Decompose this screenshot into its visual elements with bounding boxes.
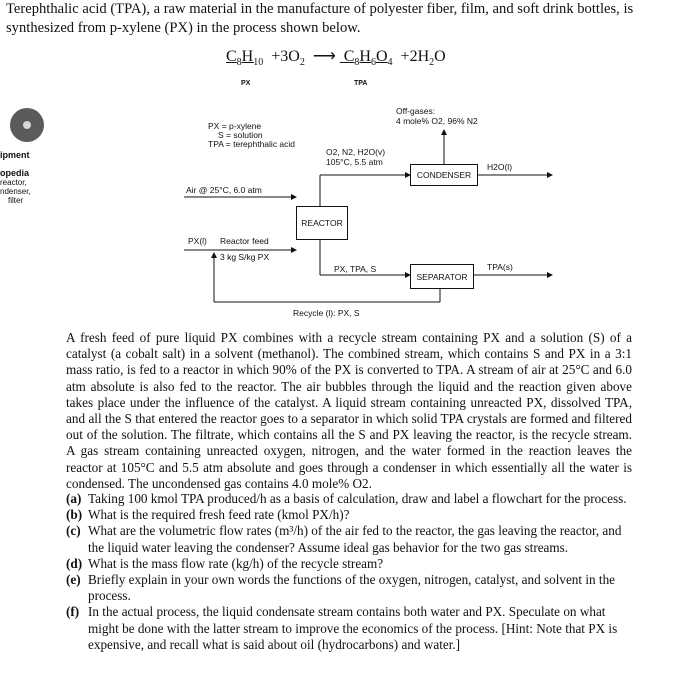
question-f-label: (f): [66, 604, 80, 620]
condenser-label: CONDENSER: [416, 170, 472, 180]
question-c-label: (c): [66, 523, 81, 539]
reactor-label: REACTOR: [301, 218, 343, 228]
question-d-text: What is the mass flow rate (kg/h) of the recycle stream?: [88, 555, 384, 571]
px-feed-label: PX(l): [188, 236, 207, 246]
separator-label: SEPARATOR: [416, 271, 468, 282]
reactor-box: [296, 206, 348, 240]
question-a-text: Taking 100 kmol TPA produced/h as a basis of calculation, draw and label a flowchart for the process.: [88, 491, 627, 506]
question-a-label: (a): [66, 491, 82, 506]
condenser-box: [410, 164, 478, 186]
recycle-label: Recycle (l): PX, S: [293, 308, 360, 318]
question-b-text: What is the required fresh feed rate (kmol PX/h)?: [88, 507, 350, 523]
product-formula: $C_8H_6O_4$: [339, 48, 393, 69]
reactant-formula: $C_8H_{10}$: [226, 48, 264, 69]
flowchart-legend: [208, 122, 295, 149]
feed-ratio-label: 3 kg S/kg PX: [220, 252, 270, 262]
liquid-stream-label: PX, TPA, S: [334, 264, 377, 274]
question-c-text: What are the volumetric flow rates (m³/h) of the air fed to the reactor, the gas leaving the reactor, and the liquid water leaving the condenser? Assume ideal gas behavior for the two gas streams.: [88, 523, 622, 555]
reactor-feed-label: Reactor feed: [220, 236, 269, 246]
question-e-label: (e): [66, 572, 81, 588]
problem-paragraph: A fresh feed of pure liquid PX combines with a recycle stream containing PX and a solution (S) of a catalyst (a cobalt salt) in a solvent (methanol). The combined stream, which contains S and PX in a 3:1 mass ratio, is fed to a reactor in which 90% of the PX is converted to TPA. A stream of air at 25°C and 6.0 atm absolute is also fed to the reactor. The air bubbles through the liquid and the reaction given above takes place under the influence of the catalyst. A liquid stream containing unreacted PX, dissolved TPA, and all the S that entered the reactor goes to a separator in which solid TPA crystals are formed and filtered out of the solution. The filtrate, which contains all the S and PX leaving the reactor, is the recycle stream. A gas stream containing unreacted oxygen, nitrogen, and the water formed in the reaction leaves the reactor at 105°C and 5.5 atm absolute and goes through a condenser in which essentially all the water is condensed. The uncondensed gas contains 4.0 mole% O2.: [66, 330, 632, 491]
water-term: $+2H_2O$: [396, 48, 446, 69]
offgases-title: Off-gases:: [396, 106, 436, 116]
reactor-gas-composition: O2, N2, H2O(v): [326, 147, 386, 157]
question-a: [66, 491, 638, 507]
sidebar-line-2: opedia: [0, 168, 30, 178]
question-c: [66, 523, 638, 555]
question-e-text: Briefly explain in your own words the functions of the oxygen, nitrogen, catalyst, and solvent in the process.: [88, 572, 616, 604]
question-b-label: (b): [66, 507, 83, 523]
sidebar-line-4: ndenser,: [0, 187, 31, 196]
legend-px: PX = p-xylene: [208, 121, 262, 131]
tpa-out-label: TPA(s): [487, 262, 513, 272]
oxygen-term: $+3O_2$: [267, 48, 305, 69]
reactant-label: PX: [241, 80, 251, 87]
legend-s: S = solution: [218, 130, 263, 140]
air-feed-label: Air @ 25°C, 6.0 atm: [186, 185, 262, 195]
reactor-gas-conditions: 105°C, 5.5 atm: [326, 157, 383, 167]
legend-tpa: TPA = terephthalic acid: [208, 139, 296, 149]
product-label: TPA: [354, 80, 368, 87]
question-d: [66, 556, 638, 572]
question-list: [66, 491, 638, 653]
question-e: [66, 572, 638, 604]
question-b: [66, 507, 638, 523]
sidebar-line-1: ipment: [0, 150, 30, 160]
separator-box: [410, 264, 474, 289]
question-d-label: (d): [66, 555, 83, 571]
reaction-arrow: ⟶: [312, 48, 336, 65]
question-f: [66, 604, 638, 653]
offgases-composition: 4 mole% O2, 96% N2: [396, 116, 478, 126]
question-f-text: In the actual process, the liquid condensate stream contains both water and PX. Speculate on what might be done with the latter stream to improve the economics of the process. [Hint: Note that PX is expensive, and recall what is said about oil (hydrocarbons) and water.]: [88, 604, 618, 652]
sidebar-line-5: filter: [8, 196, 24, 205]
sidebar-line-3: reactor,: [0, 178, 27, 187]
intro-text: Terephthalic acid (TPA), a raw material in the manufacture of polyester fiber, film, and soft drink bottles, is synthesized from p-xylene (PX) in the process shown below.: [6, 1, 634, 36]
water-out-label: H2O(l): [487, 162, 513, 172]
